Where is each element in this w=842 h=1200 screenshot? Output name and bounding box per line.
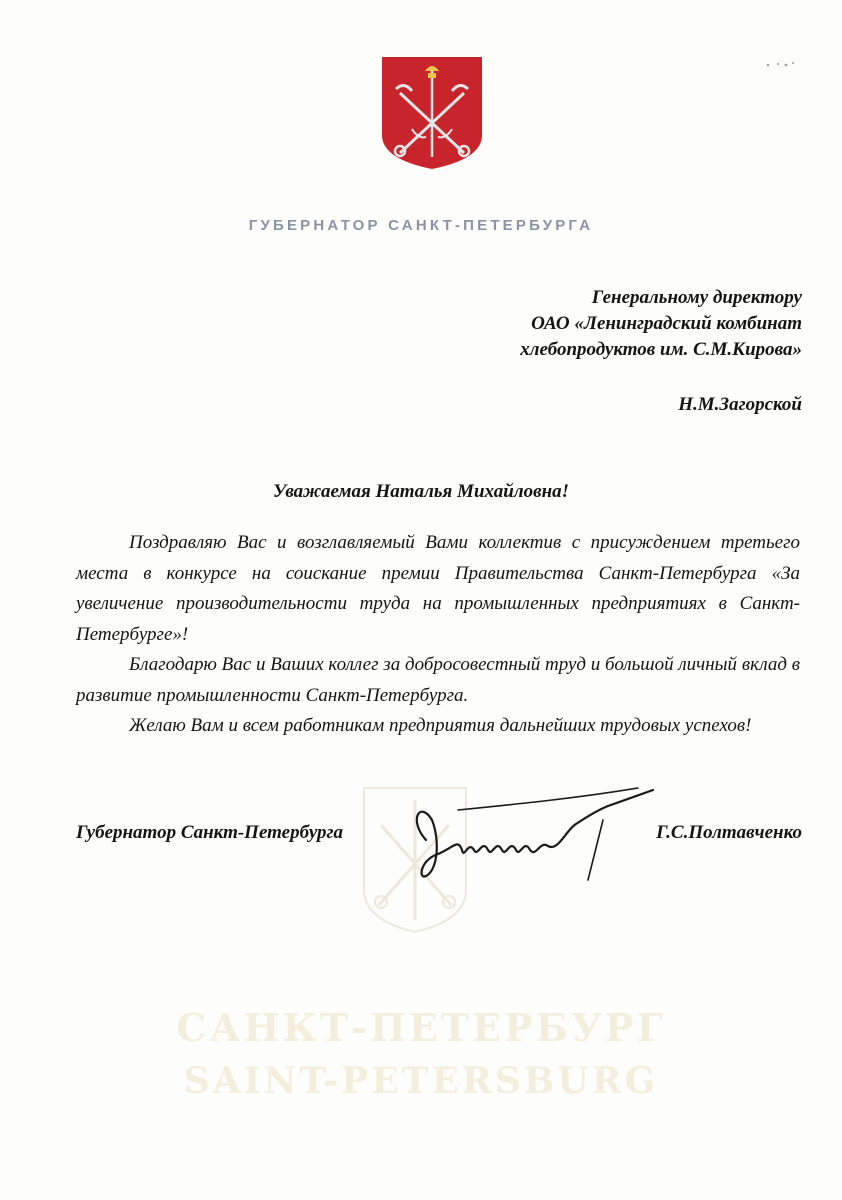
letter-body [76,528,800,742]
handwritten-signature [398,780,668,890]
watermark-text-ru: САНКТ-ПЕТЕРБУРГ [176,1005,666,1050]
addressee-line: ОАО «Ленинградский комбинат [531,313,802,334]
addressee-line: Генеральному директору [591,287,802,308]
coat-of-arms-icon [382,57,482,170]
signatory-name: Г.С.Полтавченко [656,822,802,843]
letter-paragraph: Желаю Вам и всем работникам предприятия дальнейших трудовых успехов! [129,715,752,736]
letter-paragraph: Благодарю Вас и Ваших коллег за добросовестный труд и большой личный вклад в развитие промышленности Санкт-Петербурга. [76,654,800,706]
scan-specks [760,55,810,75]
org-title: ГУБЕРНАТОР САНКТ-ПЕТЕРБУРГА [248,217,594,234]
addressee-block [520,285,802,363]
signatory-position: Губернатор Санкт-Петербурга [76,822,344,843]
watermark-text-en: SAINT-PETERSBURG [183,1060,659,1102]
letter-paragraph: Поздравляю Вас и возглавляемый Вами коллектив с присуждением третьего места в конкурсе на соискание премии Правительства Санкт-Петербурга «За увеличение производительности труда на промышленных предприятиях в Санкт-Петербурге»! [76,532,800,645]
salutation: Уважаемая Наталья Михайловна! [272,481,570,502]
addressee-line: хлебопродуктов им. С.М.Кирова» [520,339,802,360]
addressee-name: Н.М.Загорской [678,394,802,415]
